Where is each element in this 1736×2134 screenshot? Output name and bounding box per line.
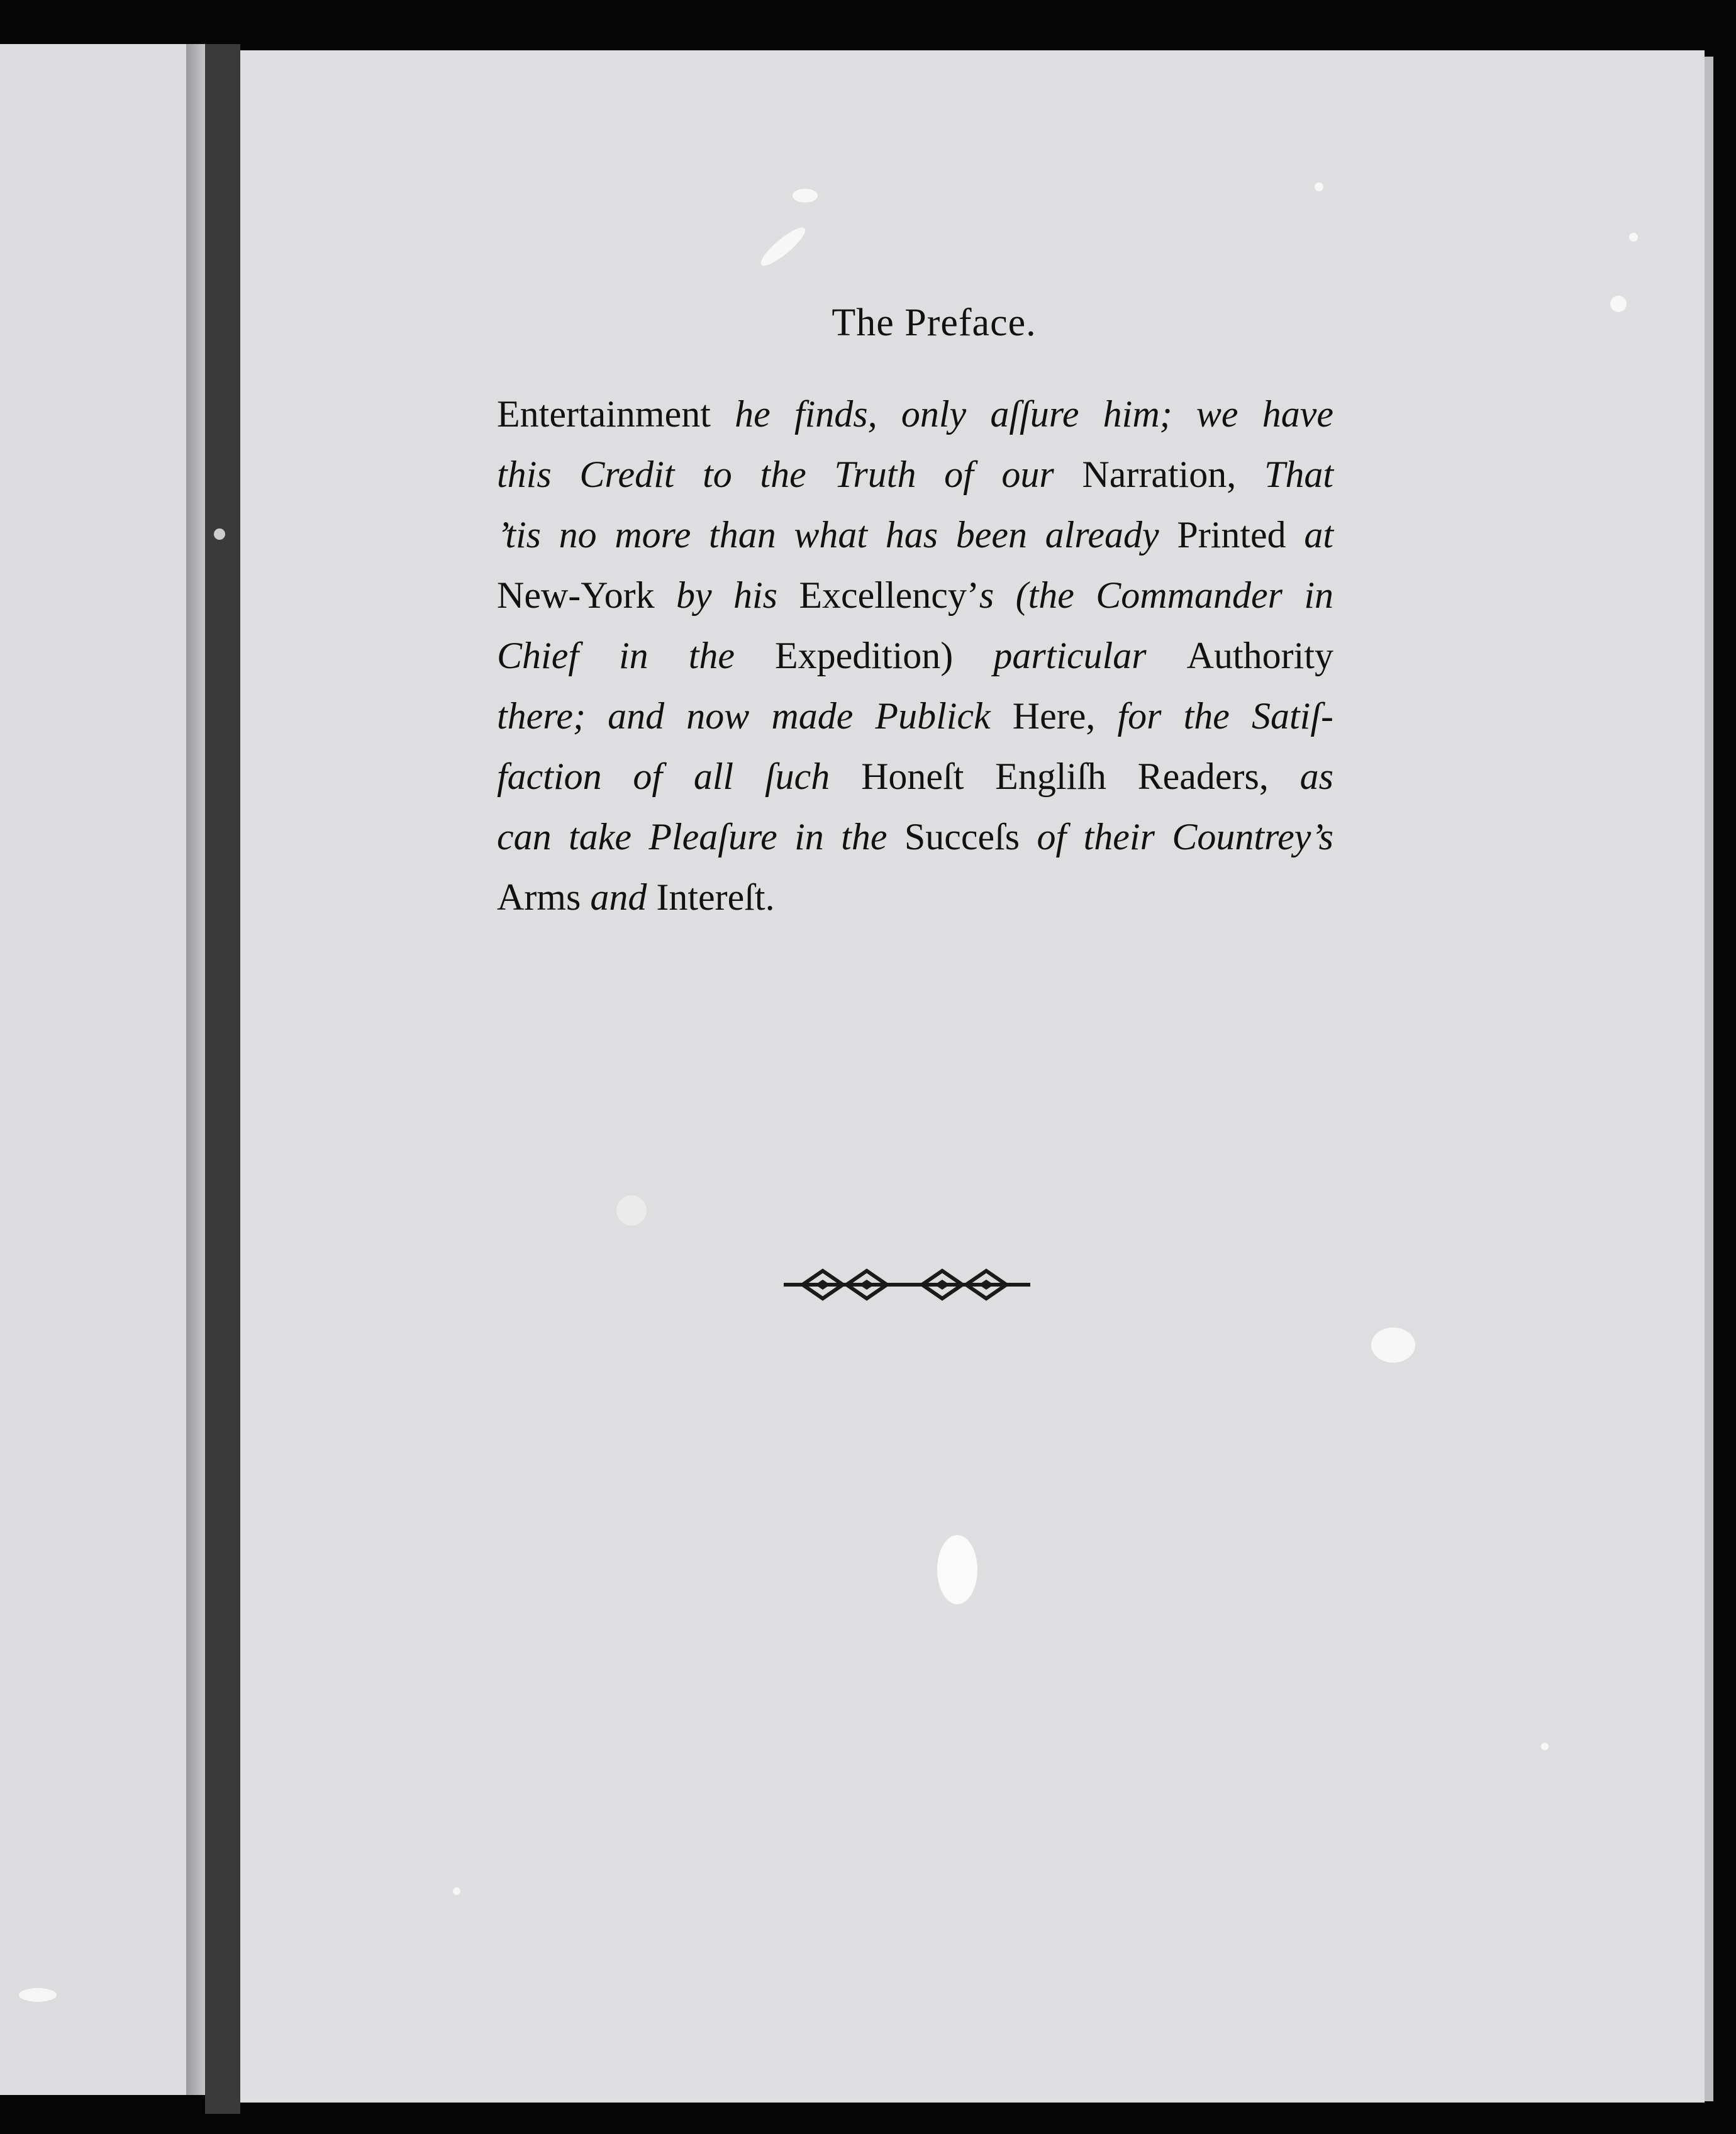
italic-text: this Credit to the Truth of our xyxy=(497,454,1082,495)
italic-text: for the Satiſ- xyxy=(1117,695,1334,737)
right-page-edge xyxy=(1705,57,1713,2101)
roman-text: Narration, xyxy=(1082,454,1264,495)
scan-speck xyxy=(453,1887,460,1895)
scan-speck xyxy=(1371,1327,1415,1363)
roman-text: Here, xyxy=(1012,695,1118,737)
preface-line xyxy=(497,625,1333,686)
scan-speck xyxy=(214,528,225,540)
diamond-chain-ornament-icon xyxy=(784,1265,1030,1305)
scan-speck xyxy=(937,1535,977,1604)
roman-text: Authority xyxy=(1186,635,1333,676)
italic-text: ’tis no more than what has been already xyxy=(497,514,1177,556)
preface-line xyxy=(497,565,1333,625)
preface-line xyxy=(497,444,1333,505)
scan-speck xyxy=(1315,182,1323,191)
roman-text: New-York xyxy=(497,574,676,616)
preface-line xyxy=(497,686,1333,746)
preface-line xyxy=(497,867,1333,927)
italic-text: particular xyxy=(993,635,1187,676)
italic-text: by his xyxy=(676,574,799,616)
italic-text: Chief in the xyxy=(497,635,776,676)
italic-text: there; and now made Publick xyxy=(497,695,1013,737)
scan-speck xyxy=(1541,1743,1549,1750)
preface-body xyxy=(497,384,1333,927)
roman-text: Entertainment xyxy=(497,393,735,435)
scan-speck xyxy=(1610,296,1627,312)
book-gutter xyxy=(205,44,240,2114)
roman-text: Honeſt Engliſh Readers, xyxy=(861,756,1300,797)
roman-text: Printed xyxy=(1177,514,1305,556)
preface-line xyxy=(497,746,1333,807)
italic-text: of their Countrey’s xyxy=(1037,816,1333,858)
preface-line xyxy=(497,384,1333,444)
preface-heading: The Preface. xyxy=(832,301,1037,344)
roman-text: Succeſs xyxy=(904,816,1037,858)
scan-speck xyxy=(616,1195,647,1226)
scan-speck xyxy=(1629,233,1638,242)
roman-text: Excellency’ xyxy=(799,574,979,616)
italic-text: can take Pleaſure in the xyxy=(497,816,904,858)
italic-text: he finds, only aſſure him; we have xyxy=(735,393,1334,435)
italic-text: faction of all ſuch xyxy=(497,756,862,797)
scan-speck xyxy=(19,1988,57,2002)
book-page xyxy=(240,50,1705,2103)
roman-text: Arms xyxy=(497,876,591,918)
italic-text: as xyxy=(1299,756,1334,797)
scan-speck xyxy=(793,189,818,203)
preface-line xyxy=(497,505,1333,565)
italic-text: s (the Commander in xyxy=(979,574,1333,616)
italic-text: and xyxy=(590,876,657,918)
preface-line xyxy=(497,807,1333,867)
italic-text: That xyxy=(1264,454,1333,495)
left-page-margin xyxy=(0,44,186,2095)
roman-text: Expedition) xyxy=(775,635,994,676)
italic-text: at xyxy=(1304,514,1333,556)
roman-text: Intereſt. xyxy=(656,876,775,918)
left-page-edge xyxy=(186,44,205,2095)
